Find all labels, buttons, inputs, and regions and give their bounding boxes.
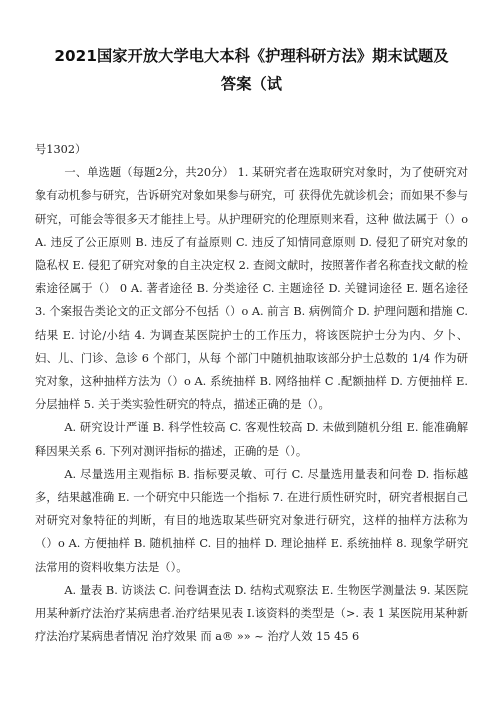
paragraph-questions-6-8: A. 尽量选用主观指标 B. 指标要灵敏、可行 C. 尽量选用量表和问卷 D. 指标越多，结果越准确 E. 一个研究中只能选一个指标 7. 在进行质性研究时，研究者根据自己对研究对象特征的判断，有目的地选取某些研究对象进行研究，这样的抽样方法称为（）o A. 方便抽样 B. 随机抽样 C. 目的抽样 D. 理论抽样 E. 系统抽样 8. 现象学研究法常用的资料收集方法是（）。 [35,467,468,574]
paragraph-questions-8-9: A. 量表 B. 访谈法 C. 问卷调查法 D. 结构式观察法 E. 生物医学测量法 9. 某医院用某种新疗法治疗某病患者.治疗结果见表 I.该资料的类型是（>. 表 1 某医院用某种新疗法治疗某病患者情况 治疗效果 而 a® »» ~ 治疗人效 15 45 6 [35,583,468,644]
page-title [35,42,468,98]
paragraph-questions-1-5: 一、单选题（每题2分，共20分） 1. 某研究者在选取研究对象时，为了使研究对象有动机参与研究，告诉研究对象如果参与研究，可 获得优先就诊机会；而如果不参与研究，可能会等很多天才能挂上号。从护理研究的伦理原则来看，这种 做法属于（）o A. 违反了公正原则 B. 违反了有益原则 C. 违反了知情同意原则 D. 侵犯了研究对象的隐私权 E. 侵犯了研究对象的自主决定权 2. 查阅文献时，按照著作者名称查找文献的检索途径属于（） 0 A. 著者途径 B. 分类途径 C. 主题途径 D. 关键词途径 E. 题名途径 3. 个案报告类论文的正文部分不包括（）o A. 前言 B. 病例简介 D. 护理问题和措施 C. 结果 E. 讨论/小结 4. 为调查某医院护士的工作压力，将该医院护士分为内、夕卜、妇、儿、门诊、急诊 6 个部门，从每 个部门中随机抽取该部分护士总数的 1/4 作为研究对象，这种抽样方法为（）o A. 系统抽样 B. 网络抽样 C .配额抽样 D. 方便抽样 E. 分层抽样 5. 关于类实验性研究的特点，描述正确的是（）。 [35,166,468,412]
paragraph-exam-code: 号1302） [35,143,87,156]
title-line-1: 2021国家开放大学电大本科《护理科研方法》期末试题及 [54,47,449,65]
title-line-2: 答案（试 [220,75,283,93]
document-body [35,138,468,648]
paragraph-questions-5-6: A. 研究设计严谨 B. 科学性较高 C. 客观性较高 D. 未做到随机分组 E. 能准确解释因果关系 6. 下列对测评指标的描述，正确的是（）。 [35,421,468,458]
